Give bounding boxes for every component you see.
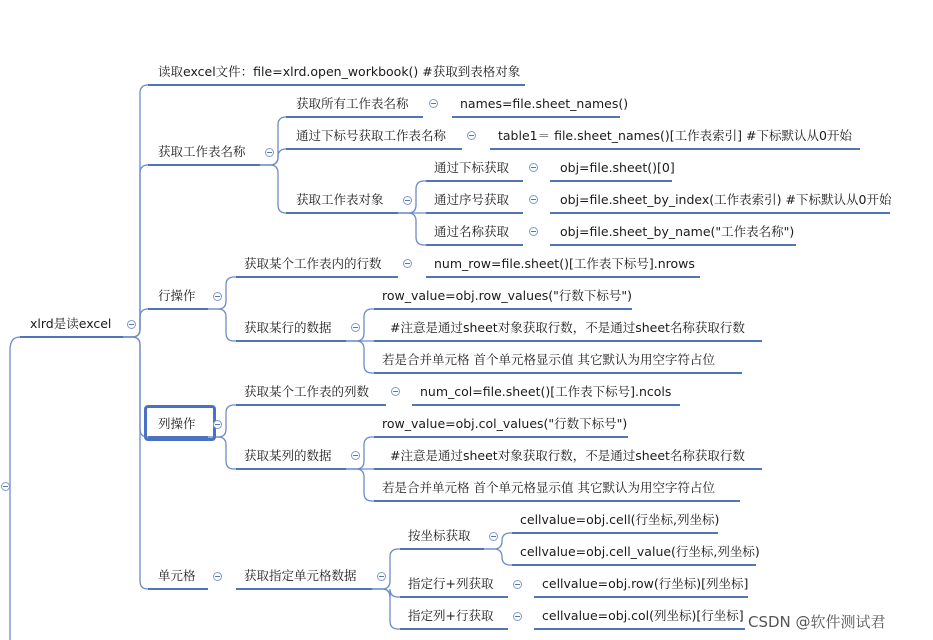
node-name-by-index[interactable]: 通过下标号获取工作表名称 — [296, 128, 447, 143]
connector-line — [398, 213, 426, 245]
collapse-icon[interactable] — [213, 292, 222, 301]
node-col-merged[interactable]: 若是合并单元格 首个单元格显示值 其它默认为用空字符占位 — [382, 480, 715, 495]
connector-line — [208, 405, 236, 437]
node-by-coord-code2[interactable]: cellvalue=obj.cell_value(行坐标,列坐标) — [520, 544, 760, 559]
connector-line — [208, 437, 236, 469]
collapse-icon[interactable] — [403, 196, 412, 205]
collapse-icon[interactable] — [1, 482, 10, 491]
connector-line — [10, 337, 20, 640]
node-all-sheet-names[interactable]: 获取所有工作表名称 — [296, 96, 409, 111]
collapse-icon[interactable] — [529, 195, 538, 204]
node-by-subscript[interactable]: 通过下标获取 — [434, 160, 510, 175]
collapse-icon[interactable] — [529, 163, 538, 172]
collapse-icon[interactable] — [213, 420, 222, 429]
collapse-icon[interactable] — [513, 612, 522, 621]
node-row-data[interactable]: 获取某行的数据 — [244, 320, 332, 335]
connector-line — [123, 85, 148, 337]
node-by-seq[interactable]: 通过序号获取 — [434, 192, 510, 207]
node-row-col[interactable]: 指定行+列获取 — [408, 576, 494, 591]
collapse-icon[interactable] — [429, 99, 438, 108]
node-get-sheet-name[interactable]: 获取工作表名称 — [158, 144, 246, 159]
node-read-file[interactable]: 读取excel文件：file=xlrd.open_workbook() #获取到表格对象 — [158, 64, 521, 79]
node-get-cell[interactable]: 获取指定单元格数据 — [244, 568, 357, 583]
connector-line — [372, 549, 400, 589]
collapse-icon[interactable] — [403, 259, 412, 268]
node-col-note[interactable]: #注意是通过sheet对象获取行数，不是通过sheet名称获取行数 — [390, 448, 745, 463]
connector-line — [398, 181, 426, 213]
connector-line — [372, 589, 400, 629]
connector-line — [123, 337, 148, 437]
node-cell[interactable]: 单元格 — [158, 568, 196, 583]
connector-line — [260, 165, 286, 213]
node-col-count[interactable]: 获取某个工作表的列数 — [244, 384, 370, 399]
node-row-count[interactable]: 获取某个工作表内的行数 — [244, 256, 382, 271]
node-row-note[interactable]: #注意是通过sheet对象获取行数，不是通过sheet名称获取行数 — [390, 320, 745, 335]
node-by-coord-code1[interactable]: cellvalue=obj.cell(行坐标,列坐标) — [520, 512, 720, 527]
node-col-row-code[interactable]: cellvalue=obj.col(列坐标)[行坐标] — [542, 608, 744, 623]
node-row-ops[interactable]: 行操作 — [158, 288, 196, 303]
connector-line — [346, 469, 374, 501]
watermark: CSDN @软件测试君 — [748, 613, 886, 631]
collapse-icon[interactable] — [377, 572, 386, 581]
node-col-data[interactable]: 获取某列的数据 — [244, 448, 332, 463]
collapse-icon[interactable] — [351, 323, 360, 332]
connector-line — [484, 549, 512, 565]
node-row-merged[interactable]: 若是合并单元格 首个单元格显示值 其它默认为用空字符占位 — [382, 352, 715, 367]
node-by-seq-code[interactable]: obj=file.sheet_by_index(工作表索引) #下标默认从0开始 — [560, 192, 892, 207]
node-row-count-code[interactable]: num_row=file.sheet()[工作表下标号].nrows — [434, 256, 695, 271]
connector-line — [208, 277, 236, 309]
node-by-name-code[interactable]: obj=file.sheet_by_name("工作表名称") — [560, 224, 795, 239]
node-root[interactable]: xlrd是读excel — [30, 316, 112, 331]
collapse-icon[interactable] — [467, 131, 476, 140]
connector-line — [346, 341, 374, 373]
connector-line — [123, 337, 148, 589]
collapse-icon[interactable] — [513, 580, 522, 589]
collapse-icon[interactable] — [391, 387, 400, 396]
node-by-coord[interactable]: 按坐标获取 — [408, 528, 471, 543]
node-by-name[interactable]: 通过名称获取 — [434, 224, 510, 239]
connector-line — [260, 117, 286, 165]
collapse-icon[interactable] — [127, 320, 136, 329]
node-row-data-code[interactable]: row_value=obj.row_values("行数下标号") — [382, 288, 633, 303]
node-all-sheet-names-code[interactable]: names=file.sheet_names() — [460, 96, 629, 111]
node-col-row[interactable]: 指定列+行获取 — [408, 608, 494, 623]
connector-line — [346, 437, 374, 469]
connector-line — [346, 309, 374, 341]
node-col-count-code[interactable]: num_col=file.sheet()[工作表下标号].ncols — [420, 384, 672, 399]
connector-line — [208, 309, 236, 341]
node-col-ops[interactable]: 列操作 — [158, 416, 196, 431]
node-get-sheet-object[interactable]: 获取工作表对象 — [296, 192, 384, 207]
connector-line — [123, 165, 148, 337]
node-by-subscript-code[interactable]: obj=file.sheet()[0] — [560, 160, 675, 175]
collapse-icon[interactable] — [351, 451, 360, 460]
collapse-icon[interactable] — [265, 148, 274, 157]
node-row-col-code[interactable]: cellvalue=obj.row(行坐标)[列坐标] — [542, 576, 749, 591]
node-name-by-index-code[interactable]: table1＝ file.sheet_names()[工作表索引] #下标默认从0开始 — [498, 128, 852, 143]
collapse-icon[interactable] — [529, 227, 538, 236]
node-col-data-code[interactable]: row_value=obj.col_values("行数下标号") — [382, 416, 628, 431]
collapse-icon[interactable] — [213, 572, 222, 581]
collapse-icon[interactable] — [489, 532, 498, 541]
